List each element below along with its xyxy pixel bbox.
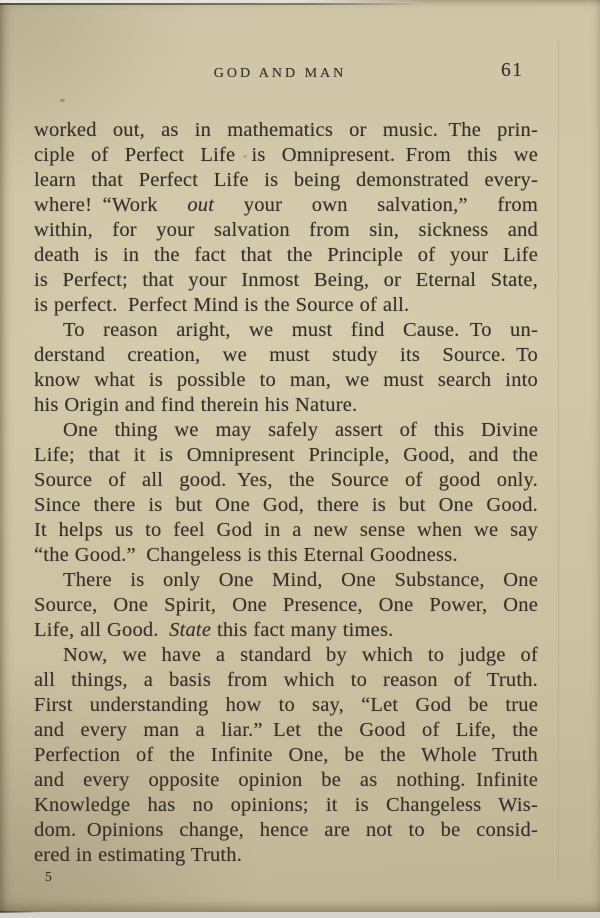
text-line	[34, 293, 538, 318]
signature-mark: 5	[45, 869, 52, 884]
text-line	[34, 743, 538, 768]
text-segment: learn that Perfect Life is being demonstrated every-	[34, 169, 538, 191]
text-segment: Life; that it is Omnipresent Principle, Good, and the	[34, 444, 538, 466]
text-segment: Since there is but One God, there is but One Good.	[34, 494, 538, 516]
text-line	[34, 668, 538, 693]
text-segment: is Perfect; that your Inmost Being, or Eternal State,	[34, 269, 538, 291]
text-line	[34, 343, 538, 368]
italic-text: out	[187, 194, 215, 216]
text-line	[34, 443, 538, 468]
text-segment: Now, we have a standard by which to judge of	[63, 644, 538, 666]
text-segment: death is in the fact that the Principle of your Life	[34, 244, 538, 266]
text-segment: ered in estimating Truth.	[34, 844, 243, 866]
text-segment: derstand creation, we must study its Source. To	[34, 344, 538, 366]
text-line	[34, 318, 538, 343]
text-line	[34, 193, 538, 218]
text-line	[34, 518, 538, 543]
text-segment: and every opposite opinion be as nothing. Infinite	[34, 769, 538, 791]
text-segment: It helps us to feel God in a new sense when we say	[34, 519, 538, 541]
text-segment: First understanding how to say, “Let God be true	[34, 694, 538, 716]
text-segment: Source of all good. Yes, the Source of good only.	[34, 469, 538, 491]
scan-crease-bottom	[0, 911, 42, 913]
text-line	[34, 818, 538, 843]
text-line	[34, 418, 538, 443]
text-line	[34, 168, 538, 193]
text-segment: There is only One Mind, One Substance, One	[63, 569, 538, 591]
scan-crease-right	[558, 40, 559, 880]
text-line	[34, 718, 538, 743]
text-line	[34, 218, 538, 243]
text-line	[34, 468, 538, 493]
text-segment: and every man a liar.” Let the Good of Life, the	[34, 719, 538, 741]
text-segment: know what is possible to man, we must search into	[34, 369, 538, 391]
text-line	[34, 143, 538, 168]
text-segment: this fact many times.	[211, 619, 394, 641]
text-segment: where! “Work	[34, 194, 188, 216]
text-segment: all things, a basis from which to reason of Truth.	[34, 669, 538, 691]
text-line	[34, 243, 538, 268]
text-segment: Source, One Spirit, One Presence, One Power, One	[34, 594, 538, 616]
text-line	[34, 368, 538, 393]
text-segment: your own salvation,” from	[214, 194, 538, 216]
text-segment: Perfection of the Infinite One, be the Whole Truth	[34, 744, 538, 766]
text-segment: Life, all Good.	[34, 619, 170, 641]
scan-edge-bottom	[0, 912, 600, 918]
scan-shade-bottom	[0, 900, 600, 912]
text-segment: To reason aright, we must find Cause. To un-	[63, 319, 538, 341]
text-segment: “the Good.” Changeless is this Eternal Goodness.	[34, 544, 458, 566]
running-head-title: GOD AND MAN	[213, 66, 347, 81]
text-segment: ciple of Perfect Life is Omnipresent. From this we	[34, 144, 538, 166]
text-line	[34, 693, 538, 718]
scan-crease-top	[0, 3, 420, 5]
text-line	[34, 568, 538, 593]
text-line	[34, 618, 538, 643]
text-line	[34, 393, 538, 418]
text-segment: dom. Opinions change, hence are not to be consid-	[34, 819, 538, 841]
page-number: 61	[501, 60, 524, 81]
text-segment: worked out, as in mathematics or music. The prin-	[34, 119, 538, 141]
text-line	[34, 593, 538, 618]
text-line	[34, 493, 538, 518]
text-line	[34, 543, 538, 568]
text-segment: is perfect. Perfect Mind is the Source of all.	[34, 294, 410, 316]
text-line	[34, 768, 538, 793]
italic-text: State	[169, 619, 212, 641]
text-line	[34, 793, 538, 818]
text-segment: his Origin and find therein his Nature.	[34, 394, 358, 416]
text-segment: Knowledge has no opinions; it is Changeless Wis-	[34, 794, 538, 816]
text-line	[34, 843, 538, 868]
text-line	[34, 643, 538, 668]
text-line	[34, 268, 538, 293]
ink-speck	[60, 99, 65, 102]
text-segment: One thing we may safely assert of this Divine	[63, 419, 538, 441]
text-segment: within, for your salvation from sin, sickness and	[34, 219, 538, 241]
page-body	[34, 118, 538, 868]
text-line	[34, 118, 538, 143]
